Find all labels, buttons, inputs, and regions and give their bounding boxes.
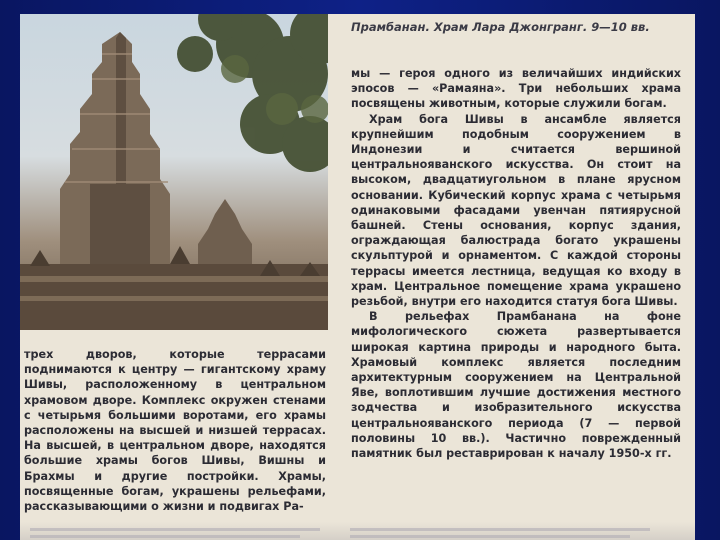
left-column-text: трех дворов, которые террасами поднимаются к центру — гигантскому храму Шивы, расположенному в центральном храмовом дворе. Комплекс окружен стенами с четырьмя большими воротами, его храмы расположены на высшей и низшей террасах. На высшей, в центральном дворе, находятся большие храмы богов Шивы, Вишны и Брахмы и другие постройки. Храмы, посвященные богам, украшены рельефами, рассказывающими о жизни и подвигах Ра- — [24, 348, 326, 514]
photo-caption: Прамбанан. Храм Лара Джонгранг. 9—10 вв. — [351, 20, 650, 34]
temple-illustration — [20, 14, 328, 330]
scanned-page — [20, 14, 695, 540]
faded-next-lines — [20, 522, 695, 540]
temple-photo — [20, 14, 328, 330]
paragraph: В рельефах Прамбанана на фоне мифологического сюжета развертывается широкая картина природы и народного быта. Храмовый комплекс является последним архитектурным сооружением на Центральной Яве, воплотившим лучшие достижения местного зодчества и изобразительного искусства центральнояванского периода (7 — первой половины 10 вв.). Частично поврежденный памятник был реставрирован к началу 1950-х гг. — [351, 310, 681, 461]
paragraph: мы — героя одного из величайших индийских эпосов — «Рамаяна». Три небольших храма посвящены животным, которые служили богам. — [351, 67, 681, 111]
paragraph: Храм бога Шивы в ансамбле является крупнейшим подобным сооружением в Индонезии и считается вершиной центральнояванского искусства. Он стоит на высоком, двадцатиугольном в плане ярусном основании. Кубический корпус храма с четырьмя одинаковыми фасадами увенчан пятиярусной башней. Стены основания, корпус здания, ограждающая балюстрада богато украшены скульптурой и орнаментом. С каждой стороны террасы имеется лестница, ведущая ко входу в храм. Центральное помещение храма украшено резьбой, внутри его находится статуя бога Шивы. — [351, 112, 681, 309]
right-column-text — [351, 66, 681, 461]
